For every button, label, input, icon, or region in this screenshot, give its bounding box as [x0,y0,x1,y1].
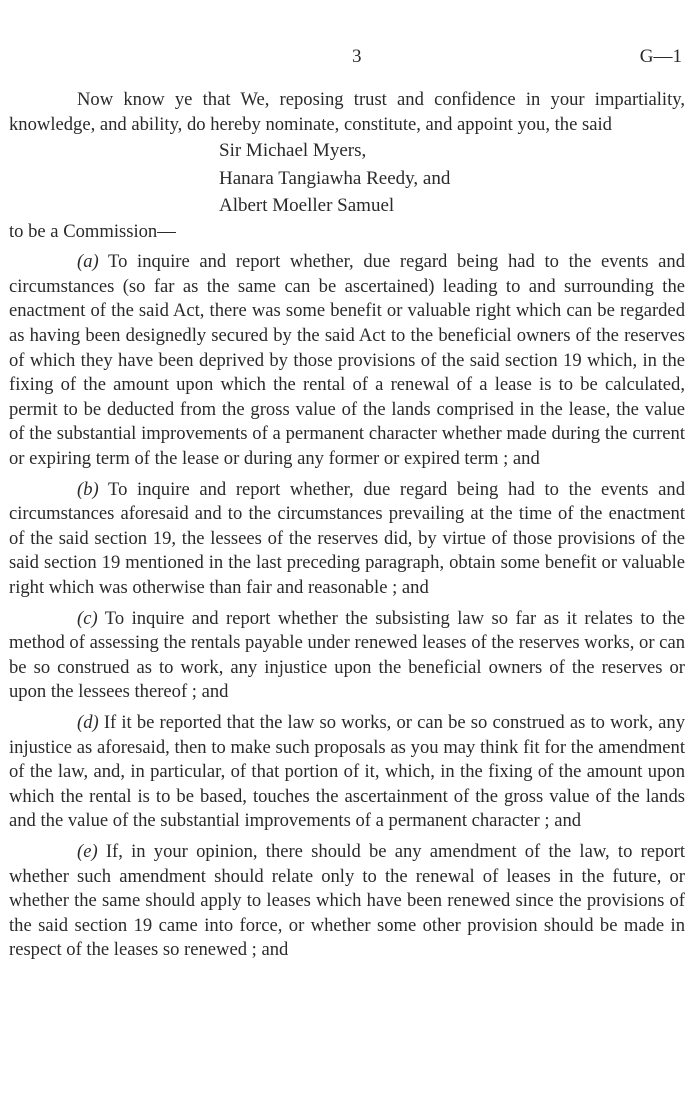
term-of-reference-e [9,840,685,963]
document-reference: G—1 [639,46,682,67]
item-label: (b) [77,478,99,500]
item-label: (d) [77,711,99,733]
item-label: (a) [77,251,99,273]
item-text: If it be reported that the law so works, or can be so construed as to work, any injustice as aforesaid, then to make such proposals as you may think fit for the amendment of the law, and, in particular, of that portion of it, which, in the fixing of the amount upon which the rental is to be based, touches the ascertainment of the gross value of the lands and the value of the substantial improvements of a permanent character ; and [9,711,685,832]
page-number: 3 [352,46,362,67]
item-text: To inquire and report whether, due regard being had to the events and circumstances aforesaid and to the circumstances prevailing at the time of the enactment of the said section 19, the lessees of the reserves did, by virtue of those provisions of the said section 19 mentioned in the last preceding paragraph, obtain some benefit or valuable right which was otherwise than fair and reasonable ; and [9,478,685,598]
preamble-paragraph: Now know ye that We, reposing trust and confidence in your impartiality, knowledge, and ability, do hereby nominate, constitute, and appoint you, the said [9,89,685,135]
item-text: To inquire and report whether, due regard being had to the events and circumstances (so far as the same can be ascertained) leading to and surrounding the enactment of the said Act, there was some benefit or valuable right which can be regarded as having been designedly secured by the said Act to the beneficial owners of the reserves of which they have been deprived by those provisions of the said section 19 which, in the fixing of the amount upon which the rental of a renewal of a lease is to be calculated, permit to be deducted from the gross value of the lands comprised in the lease, the value of the substantial improvements of a permanent character whether made during the current or expiring term of the lease or during any former or expired term ; and [9,251,685,470]
commission-intro: to be a Commission— [9,220,176,242]
commissioner-name: Albert Moeller Samuel [219,195,395,217]
document-body [9,88,685,969]
item-label: (e) [77,840,98,862]
commissioner-list [219,137,685,220]
term-of-reference-a [9,250,685,471]
term-of-reference-d [9,711,685,834]
commissioner-name: Hanara Tangiawha Reedy, and [219,167,451,189]
page-header [0,46,700,70]
term-of-reference-c [9,607,685,705]
term-of-reference-b [9,478,685,601]
item-text: To inquire and report whether the subsisting law so far as it relates to the method of assessing the rentals payable under renewed leases of the reserves works, or can be so construed as to work, any injustice upon the beneficial owners of the reserves or upon the lessees thereof ; and [9,607,685,703]
item-text: If, in your opinion, there should be any amendment of the law, to report whether such amendment should relate only to the renewal of leases in the future, or whether the same should apply to leases which have been renewed since the provisions of the said section 19 came into force, or whether some other provision should be made in respect of the leases so renewed ; and [9,840,685,961]
commissioner-name: Sir Michael Myers, [219,140,367,162]
item-label: (c) [77,607,98,629]
